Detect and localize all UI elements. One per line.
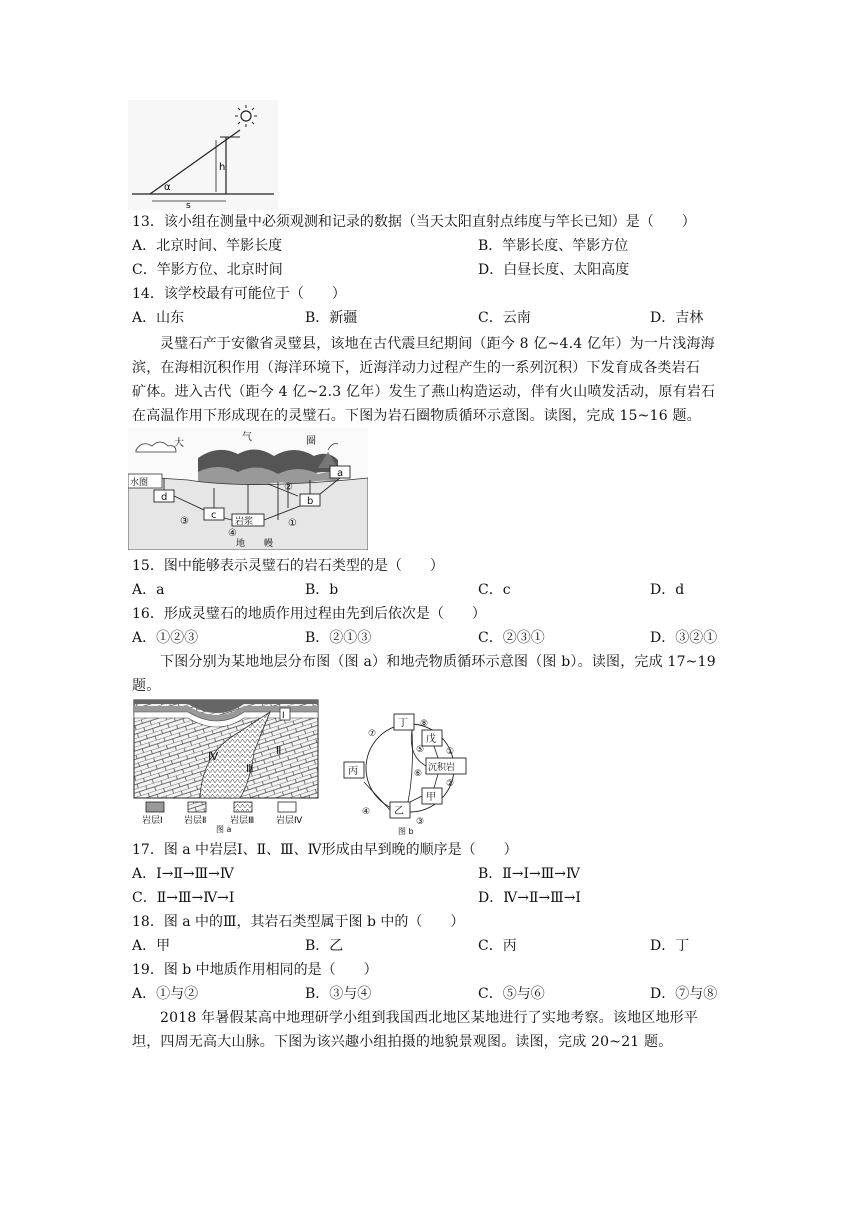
label-s: s — [186, 201, 191, 210]
q15-stem: 15．图中能够表示灵璧石的岩石类型的是（ ） — [132, 558, 444, 574]
rock-cycle-figure — [128, 428, 368, 550]
q17-option-d[interactable]: D．Ⅳ→Ⅱ→Ⅲ→Ⅰ — [478, 890, 581, 906]
q16-option-d[interactable]: D．③②① — [650, 630, 718, 646]
node-chenji: 沉积岩 — [428, 763, 456, 773]
num-7: ⑦ — [368, 729, 377, 739]
q13-option-d[interactable]: D．白昼长度、太阳高度 — [478, 262, 630, 278]
label-h: h — [219, 162, 226, 173]
label-n3: ③ — [180, 516, 189, 527]
q16-stem: 16．形成灵璧石的地质作用过程由先到后依次是（ ） — [132, 606, 486, 622]
node-wu: 戊 — [426, 734, 436, 745]
q19-option-d[interactable]: D．⑦与⑧ — [650, 986, 718, 1002]
q13-stem: 13．该小组在测量中必须观测和记录的数据（当天太阳直射点纬度与竿长已知）是（ ） — [132, 214, 696, 230]
num-2: ② — [446, 779, 455, 789]
q18-option-d[interactable]: D．丁 — [650, 938, 690, 954]
passage-northwest — [132, 1006, 732, 1054]
q19-option-c[interactable]: C．⑤与⑥ — [478, 986, 545, 1002]
node-ding: 丁 — [398, 718, 408, 729]
legend-item: 岩层Ⅱ — [184, 816, 207, 826]
num-1: ① — [446, 747, 455, 757]
q17-stem: 17．图 a 中岩层Ⅰ、Ⅱ、Ⅲ、Ⅳ形成由早到晚的顺序是（ ） — [132, 842, 518, 858]
stratum-label-III: Ⅲ — [246, 762, 254, 775]
q19-option-a[interactable]: A．①与② — [132, 986, 199, 1002]
figure-b-caption: 图 b — [398, 827, 414, 836]
label-n1: ① — [288, 518, 297, 529]
passage-line: 在高温作用下形成现在的灵璧石。下图为岩石圈物质循环示意图。读图，完成 15~16 题。 — [132, 408, 701, 424]
label-qi: 气 — [242, 432, 252, 443]
label-a: a — [337, 468, 344, 479]
passage-line: 滨，在海相沉积作用（海洋环境下，近海洋动力过程产生的一系列沉积）下发育成各类岩石 — [132, 360, 700, 376]
label-n2: ② — [284, 482, 293, 493]
label-shuiquan: 水圈 — [130, 478, 149, 488]
label-c: c — [211, 510, 217, 521]
label-b: b — [307, 496, 314, 507]
q15-option-b[interactable]: B．b — [305, 582, 339, 598]
legend-item: 岩层Ⅳ — [276, 816, 303, 826]
passage-line: 下图分别为某地地层分布图（图 a）和地壳物质循环示意图（图 b）。读图，完成 17~19 — [160, 654, 716, 670]
num-4: ④ — [362, 807, 371, 817]
label-di: 地 — [236, 539, 246, 549]
q14-option-a[interactable]: A．山东 — [132, 310, 185, 326]
q15-option-d[interactable]: D．d — [650, 582, 685, 598]
q17-option-c[interactable]: C．Ⅱ→Ⅲ→Ⅳ→Ⅰ — [132, 890, 235, 906]
q13-option-b[interactable]: B．竿影长度、竿影方位 — [478, 238, 629, 254]
stratum-label-IV: Ⅳ — [208, 750, 219, 763]
q15-option-a[interactable]: A．a — [132, 582, 165, 598]
node-bing: 丙 — [348, 766, 358, 777]
legend-item: 岩层Ⅰ — [142, 816, 163, 826]
num-5: ⑤ — [416, 745, 425, 755]
passage-line: 2018 年暑假某高中地理研学小组到我国西北地区某地进行了实地考察。该地区地形平 — [160, 1010, 699, 1026]
passage-line: 题。 — [132, 678, 161, 694]
q18-option-b[interactable]: B．乙 — [305, 938, 344, 954]
label-yanjiang: 岩浆 — [235, 517, 254, 527]
crust-cycle-figure-b — [334, 706, 482, 836]
label-n4: ④ — [228, 528, 237, 539]
q18-option-a[interactable]: A．甲 — [132, 938, 171, 954]
q13-option-a[interactable]: A．北京时间、竿影长度 — [132, 238, 283, 254]
num-8: ⑧ — [420, 719, 429, 729]
q14-option-b[interactable]: B．新疆 — [305, 310, 358, 326]
q14-option-d[interactable]: D．吉林 — [650, 310, 704, 326]
passage-strata — [132, 650, 732, 698]
q18-stem: 18．图 a 中的Ⅲ，其岩石类型属于图 b 中的（ ） — [132, 914, 465, 930]
q13-option-c[interactable]: C．竿影方位、北京时间 — [132, 262, 283, 278]
node-jia: 甲 — [426, 792, 436, 803]
q18-option-c[interactable]: C．丙 — [478, 938, 517, 954]
strata-figure-a — [130, 698, 322, 834]
label-man: 幔 — [264, 539, 274, 549]
q14-option-c[interactable]: C．云南 — [478, 310, 531, 326]
label-da: 大 — [174, 438, 184, 449]
q16-option-a[interactable]: A．①②③ — [132, 630, 199, 646]
label-alpha: α — [164, 182, 171, 193]
label-d: d — [161, 492, 168, 503]
passage-line: 坦，四周无高大山脉。下图为该兴趣小组拍摄的地貌景观图。读图，完成 20~21 题。 — [132, 1034, 673, 1050]
q16-option-c[interactable]: C．②③① — [478, 630, 545, 646]
sun-angle-figure — [128, 100, 278, 210]
stratum-label-II: Ⅱ — [276, 744, 282, 757]
q17-option-a[interactable]: A．Ⅰ→Ⅱ→Ⅲ→Ⅳ — [132, 866, 234, 882]
passage-line: 灵璧石产于安徽省灵璧县，该地在古代震旦纪期间（距今 8 亿~4.4 亿年）为一片浅海海 — [160, 336, 715, 352]
q16-option-b[interactable]: B．②①③ — [305, 630, 372, 646]
q19-option-b[interactable]: B．③与④ — [305, 986, 372, 1002]
q14-stem: 14．该学校最有可能位于（ ） — [132, 286, 346, 302]
label-quan: 圈 — [306, 436, 316, 447]
q19-stem: 19．图 b 中地质作用相同的是（ ） — [132, 962, 378, 978]
stratum-label-I: Ⅰ — [282, 711, 285, 721]
passage-line: 矿体。进入古代（距今 4 亿~2.3 亿年）发生了燕山构造运动，伴有火山喷发活动，原有岩石 — [132, 384, 716, 400]
figure-a-caption: 图 a — [216, 825, 232, 834]
legend-item: 岩层Ⅲ — [230, 816, 255, 826]
num-6: ⑥ — [414, 769, 423, 779]
num-3: ③ — [416, 817, 425, 827]
q15-option-c[interactable]: C．c — [478, 582, 511, 598]
node-yi: 乙 — [394, 806, 404, 817]
q17-option-b[interactable]: B．Ⅱ→Ⅰ→Ⅲ→Ⅳ — [478, 866, 581, 882]
passage-lingbi — [132, 332, 732, 428]
